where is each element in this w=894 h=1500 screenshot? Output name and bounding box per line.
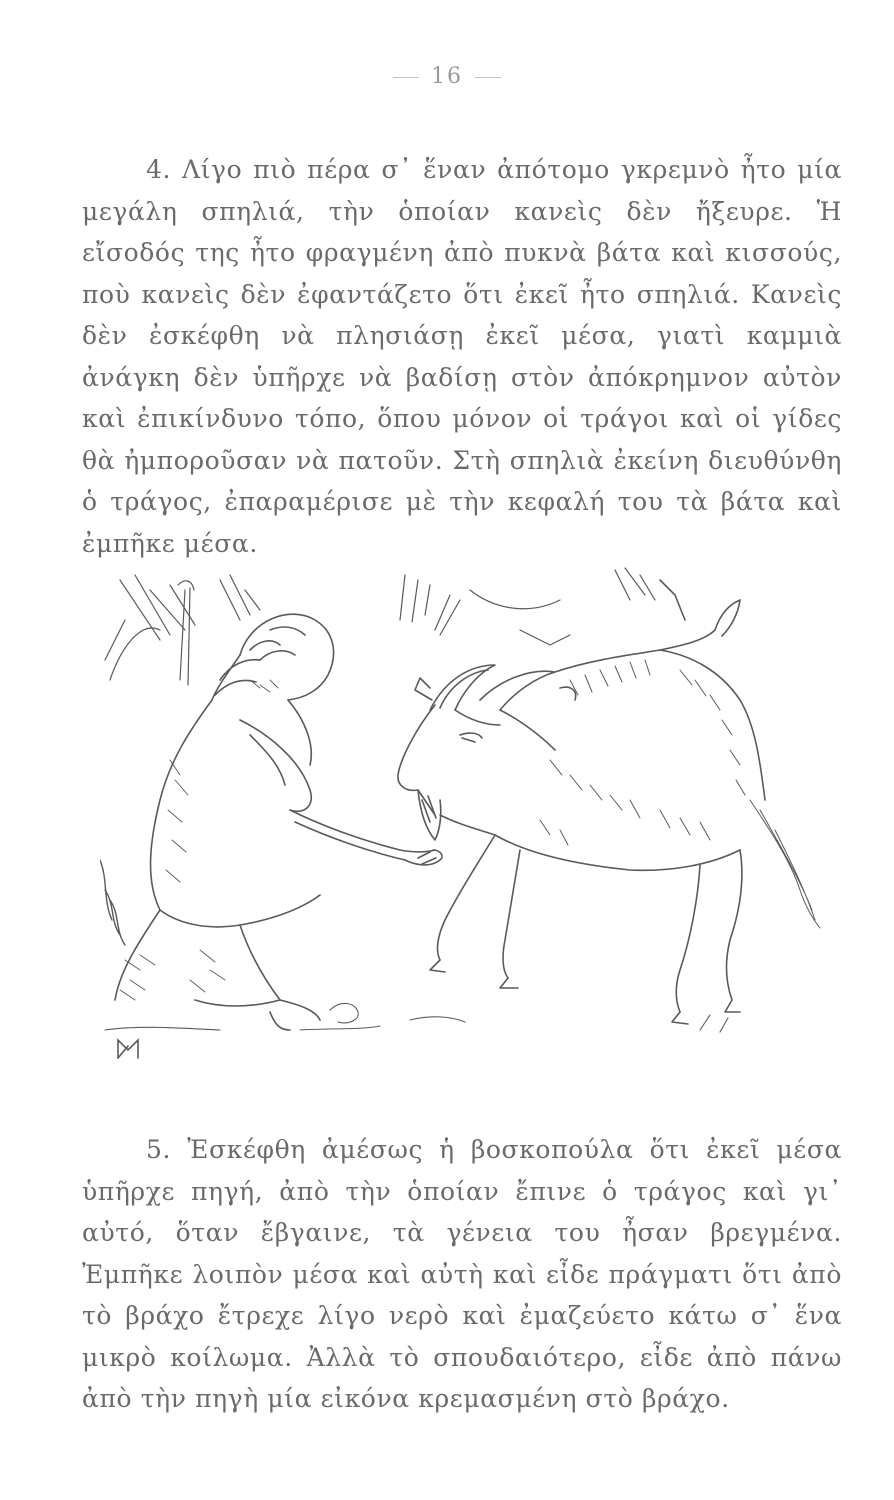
foliage-left: [105, 575, 260, 685]
paragraph-5: 5. Ἐσκέφθη ἀμέσως ἡ βοσκοπούλα ὅτι ἐκεῖ μέσα ὑπῆρχε πηγή, ἀπὸ τὴν ὁποίαν ἔπινε ὁ τράγος καὶ γι᾽ αὐτό, ὅταν ἔβγαινε, τὰ γένεια του ἦσαν βρεγμένα. Ἐμπῆκε λοιπὸν μέσα καὶ αὐτὴ καὶ εἶδε πράγματι ὅτι ἀπὸ τὸ βράχο ἔτρεχε λίγο νερὸ καὶ ἐμαζεύετο κάτω σ᾽ ἕνα μικρὸ κοίλωμα. Ἀλλὰ τὸ σπουδαιότερο, εἶδε ἀπὸ πάνω ἀπὸ τὴν πηγὴ μία εἰκόνα κρεμασμένη στὸ βράχο.: [82, 1135, 842, 1413]
goat-figure: [398, 580, 820, 1024]
folio-dash-left: [393, 77, 419, 78]
foliage-top: [400, 568, 655, 645]
artist-monogram-icon: [114, 1034, 142, 1062]
bush-left: [100, 860, 125, 945]
page-number: [0, 64, 894, 89]
girl-figure: [115, 614, 442, 1030]
goat-and-girl-illustration: [100, 560, 840, 1060]
ground-strokes: [105, 1003, 728, 1032]
paragraph-4: 4. Λίγο πιὸ πέρα σ᾽ ἕναν ἀπότομο γκρεμνὸ ἦτο μία μεγάλη σπηλιά, τὴν ὁποίαν κανεὶς δὲν ἤξευρε. Ἡ εἴσοδός της ἦτο φραγμένη ἀπὸ πυκνὰ βάτα καὶ κισσούς, ποὺ κανεὶς δὲν ἐφαντάζετο ὅτι ἐκεῖ ἦτο σπηλιά. Κανεὶς δὲν ἐσκέφθη νὰ πλησιάσῃ ἐκεῖ μέσα, γιατὶ καμμιὰ ἀνάγκη δὲν ὑπῆρχε νὰ βαδίσῃ στὸν ἀπόκρημνον αὐτὸν καὶ ἐπικίνδυνο τόπο, ὅπου μόνον οἱ τράγοι καὶ οἱ γίδες θὰ ἠμποροῦσαν νὰ πατοῦν. Στὴ σπηλιὰ ἐκείνη διευθύνθη ὁ τράγος, ἐπαραμέρισε μὲ τὴν κεφαλή του τὰ βάτα καὶ ἐμπῆκε μέσα.: [82, 155, 842, 558]
folio-dash-right: [475, 77, 501, 78]
page-number-text: 16: [431, 64, 463, 89]
